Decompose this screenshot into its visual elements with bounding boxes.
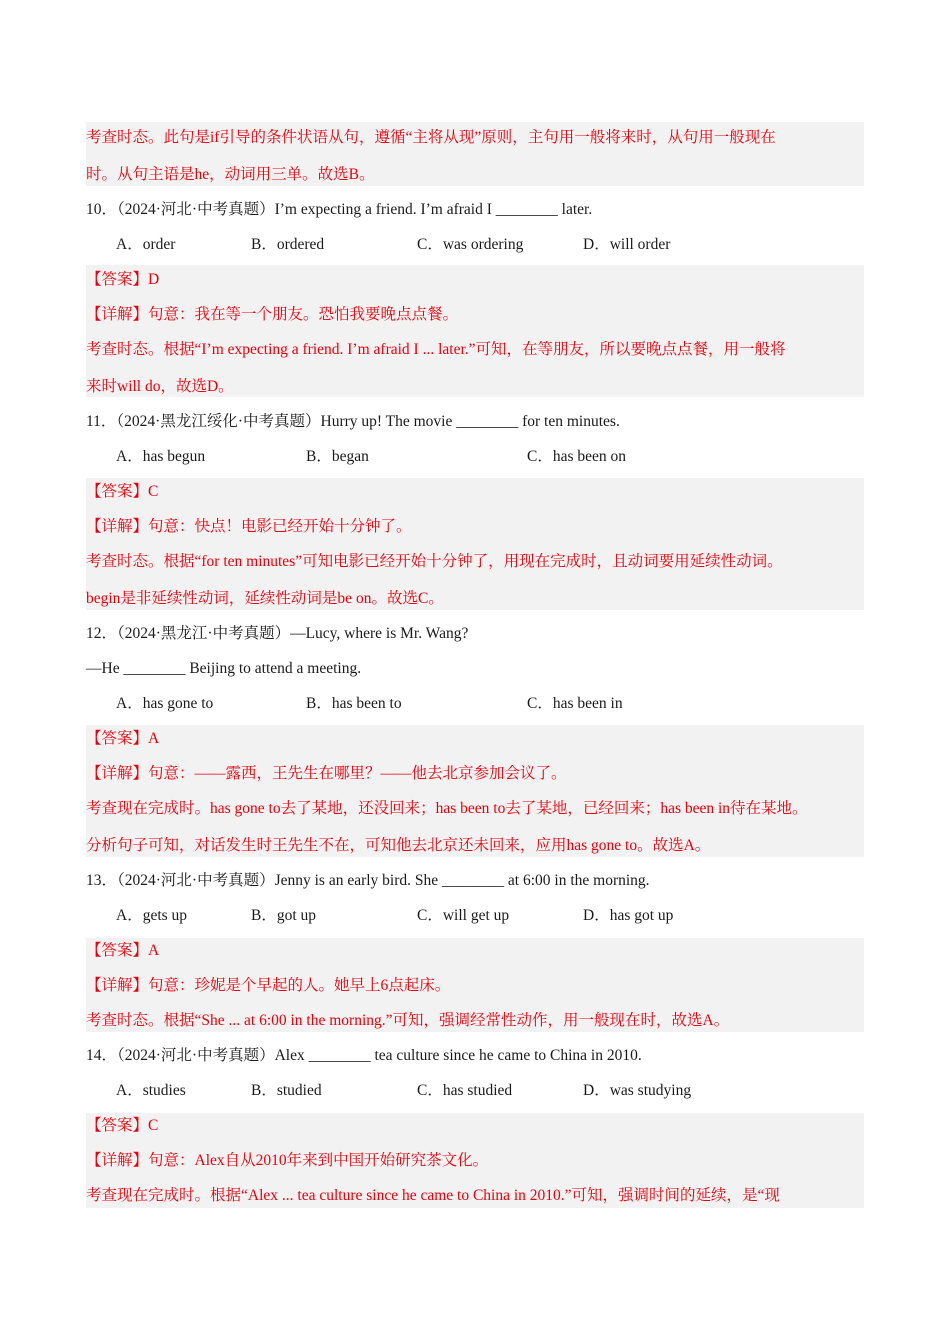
analysis-line: 考查时态。根据“She ... at 6:00 in the morning.”可知，强调经常性动作，用一般现在时，故选A。 <box>86 1012 730 1029</box>
analysis-line: begin是非延续性动词，延续性动词是be on。故选C。 <box>86 590 444 607</box>
analysis-line: 来时will do，故选D。 <box>86 378 234 395</box>
option-b: B．began <box>306 448 369 465</box>
analysis-line: 考查现在完成时。has gone to去了某地，还没回来；has been to去了某地，已经回来；has been in待在某地。 <box>86 800 808 817</box>
option-c: C．has been in <box>527 695 623 712</box>
option-d: D．has got up <box>583 907 674 924</box>
question-stem: 12．（2024·黑龙江·中考真题）—Lucy, where is Mr. Wang? <box>86 625 469 642</box>
question-stem: 10．（2024·河北·中考真题）I’m expecting a friend. I’m afraid I ________ later. <box>86 201 593 218</box>
meaning-line: 【详解】句意：珍妮是个早起的人。她早上6点起床。 <box>86 977 451 994</box>
answer-label: 【答案】D <box>86 271 160 288</box>
analysis-line: 考查现在完成时。根据“Alex ... tea culture since he came to China in 2010.”可知，强调时间的延续，是“现 <box>86 1187 780 1204</box>
option-a: A．order <box>116 236 176 253</box>
prev-detail-line-1: 考查时态。此句是if引导的条件状语从句，遵循“主将从现”原则，主句用一般将来时，从句用一般现在 <box>86 129 776 146</box>
option-a: A．gets up <box>116 907 188 924</box>
answer-label: 【答案】A <box>86 942 160 959</box>
option-b: B．has been to <box>306 695 402 712</box>
prev-detail-line-2: 时。从句主语是he，动词用三单。故选B。 <box>86 166 375 183</box>
meaning-line: 【详解】句意：我在等一个朋友。恐怕我要晚点点餐。 <box>86 306 459 323</box>
option-a: A．has gone to <box>116 695 214 712</box>
option-d: D．was studying <box>583 1082 692 1099</box>
meaning-line: 【详解】句意：——露西，王先生在哪里？——他去北京参加会议了。 <box>86 765 567 782</box>
option-a: A．has begun <box>116 448 206 465</box>
option-b: B．ordered <box>251 236 325 253</box>
option-c: C．will get up <box>417 907 510 924</box>
answer-label: 【答案】C <box>86 1117 159 1134</box>
analysis-line: 考查时态。根据“for ten minutes”可知电影已经开始十分钟了，用现在完成时，且动词要用延续性动词。 <box>86 553 783 570</box>
option-b: B．studied <box>251 1082 322 1099</box>
option-d: D．will order <box>583 236 671 253</box>
question-stem: 13．（2024·河北·中考真题）Jenny is an early bird. She ________ at 6:00 in the morning. <box>86 872 650 889</box>
option-c: C．has been on <box>527 448 627 465</box>
option-b: B．got up <box>251 907 317 924</box>
answer-label: 【答案】A <box>86 730 160 747</box>
question-stem: 14．（2024·河北·中考真题）Alex ________ tea culture since he came to China in 2010. <box>86 1047 642 1064</box>
option-c: C．has studied <box>417 1082 513 1099</box>
question-stem: 11．（2024·黑龙江绥化·中考真题）Hurry up! The movie ________ for ten minutes. <box>86 413 620 430</box>
question-stem-line-2: —He ________ Beijing to attend a meeting. <box>86 660 362 677</box>
meaning-line: 【详解】句意：快点！电影已经开始十分钟了。 <box>86 518 412 535</box>
answer-label: 【答案】C <box>86 483 159 500</box>
analysis-line: 考查时态。根据“I’m expecting a friend. I’m afraid I ... later.”可知，在等朋友，所以要晚点点餐，用一般将 <box>86 341 786 358</box>
option-c: C．was ordering <box>417 236 524 253</box>
analysis-line: 分析句子可知，对话发生时王先生不在，可知他去北京还未回来，应用has gone to。故选A。 <box>86 837 711 854</box>
meaning-line: 【详解】句意：Alex自从2010年来到中国开始研究茶文化。 <box>86 1152 489 1169</box>
option-a: A．studies <box>116 1082 186 1099</box>
